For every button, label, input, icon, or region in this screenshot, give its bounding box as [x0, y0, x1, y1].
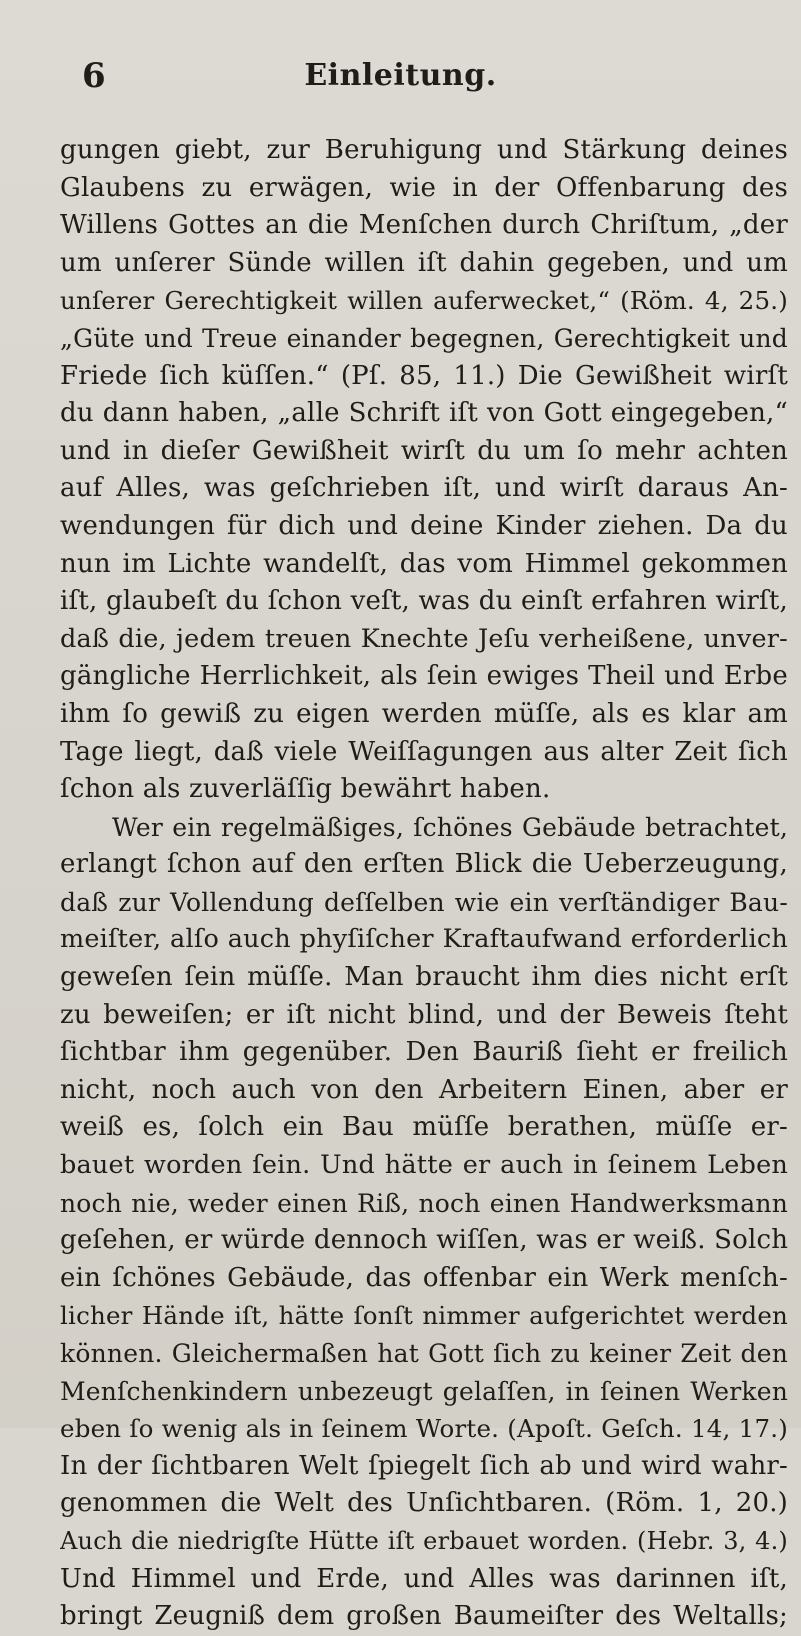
text-line: genommen die Welt des Unſichtbaren. (Röm. 1, 20.) [60, 1488, 788, 1519]
text-line: Und Himmel und Erde, und Alles was darinnen iſt, [60, 1563, 788, 1594]
text-line: bringt Zeugniß dem großen Baumeiſter des Weltalls; [60, 1601, 788, 1632]
text-line: du dann haben, „alle Schrift iſt von Gott eingegeben,“ [60, 398, 788, 429]
text-line: Menſchenkindern unbezeugt gelaſſen, in ſeinen Werken [60, 1376, 788, 1406]
text-line: licher Hände iſt, hätte ſonſt nimmer aufgerichtet werden [60, 1301, 788, 1331]
text-line: zu beweiſen; er iſt nicht blind, und der Beweis ſteht [60, 999, 788, 1030]
text-line: bauet worden ſein. Und hätte er auch in ſeinem Leben [60, 1150, 788, 1181]
text-line: „Güte und Treue einander begegnen, Gerechtigkeit und [60, 323, 788, 353]
running-head: Einleitung. [304, 58, 497, 93]
text-line: erlangt ſchon auf den erſten Blick die Ueberzeugung, [60, 849, 788, 880]
text-line: Auch die niedrigſte Hütte iſt erbauet worden. (Hebr. 3, 4.) [60, 1526, 788, 1555]
text-line: wendungen für dich und deine Kinder ziehen. Da du [60, 510, 788, 541]
text-line: Tage liegt, daß viele Weiſſagungen aus alter Zeit ſich [60, 736, 788, 767]
text-line: daß zur Vollendung deſſelben wie ein verſtändiger Bau- [60, 887, 788, 917]
text-line: ihm ſo gewiß zu eigen werden müſſe, als es klar am [60, 698, 788, 729]
text-line: nicht, noch auch von den Arbeitern Einen, aber er [60, 1074, 788, 1105]
text-line: ſchon als zuverläſſig bewährt haben. [60, 774, 551, 805]
text-line: können. Gleichermaßen hat Gott ſich zu keiner Zeit den [60, 1339, 788, 1368]
text-line: unſerer Gerechtigkeit willen auferwecket,“ (Röm. 4, 25.) [60, 286, 788, 316]
text-line: um unſerer Sünde willen iſt dahin gegeben, und um [60, 247, 788, 278]
page-number: 6 [82, 56, 106, 96]
text-line: gungen giebt, zur Beruhigung und Stärkung deines [60, 135, 788, 165]
text-line: Willens Gottes an die Menſchen durch Chriſtum, „der [60, 210, 788, 241]
text-line: nun im Lichte wandelſt, das vom Himmel gekommen [60, 548, 788, 579]
text-line: gängliche Herrlichkeit, als ſein ewiges Theil und Erbe [60, 661, 788, 692]
text-line: Wer ein regelmäßiges, ſchönes Gebäude betrachtet, [112, 812, 788, 842]
body-text [60, 132, 788, 1636]
text-line: In der ſichtbaren Welt ſpiegelt ſich ab und wird wahr- [60, 1450, 788, 1481]
text-line: iſt, glaubeſt du ſchon veſt, was du einſt erfahren wirſt, [60, 586, 788, 617]
text-line: noch nie, weder einen Riß, noch einen Handwerksmann [60, 1188, 788, 1218]
text-line: und in dieſer Gewißheit wirſt du um ſo mehr achten [60, 435, 788, 466]
text-line: ein ſchönes Gebäude, das offenbar ein Werk menſch- [60, 1262, 788, 1293]
text-line: daß die, jedem treuen Knechte Jeſu verheißene, unver- [60, 623, 788, 654]
text-line: geſehen, er würde dennoch wiſſen, was er weiß. Solch [60, 1225, 788, 1256]
text-line: Glaubens zu erwägen, wie in der Offenbarung des [60, 172, 788, 203]
text-line: geweſen ſein müſſe. Man braucht ihm dies nicht erſt [60, 962, 788, 993]
page-header [0, 52, 801, 100]
text-line: auf Alles, was geſchrieben iſt, und wirſt daraus An- [60, 473, 788, 504]
text-line: Friede ſich küſſen.“ (Pſ. 85, 11.) Die Gewißheit wirſt [60, 360, 788, 391]
text-line: weiß es, ſolch ein Bau müſſe berathen, müſſe er- [60, 1112, 788, 1143]
text-line: eben ſo wenig als in ſeinem Worte. (Apoſt. Geſch. 14, 17.) [60, 1414, 788, 1444]
text-line: ſichtbar ihm gegenüber. Den Bauriß ſieht er freilich [60, 1037, 788, 1068]
text-line: meiſter, alſo auch phyſiſcher Kraftaufwand erforderlich [60, 924, 788, 955]
